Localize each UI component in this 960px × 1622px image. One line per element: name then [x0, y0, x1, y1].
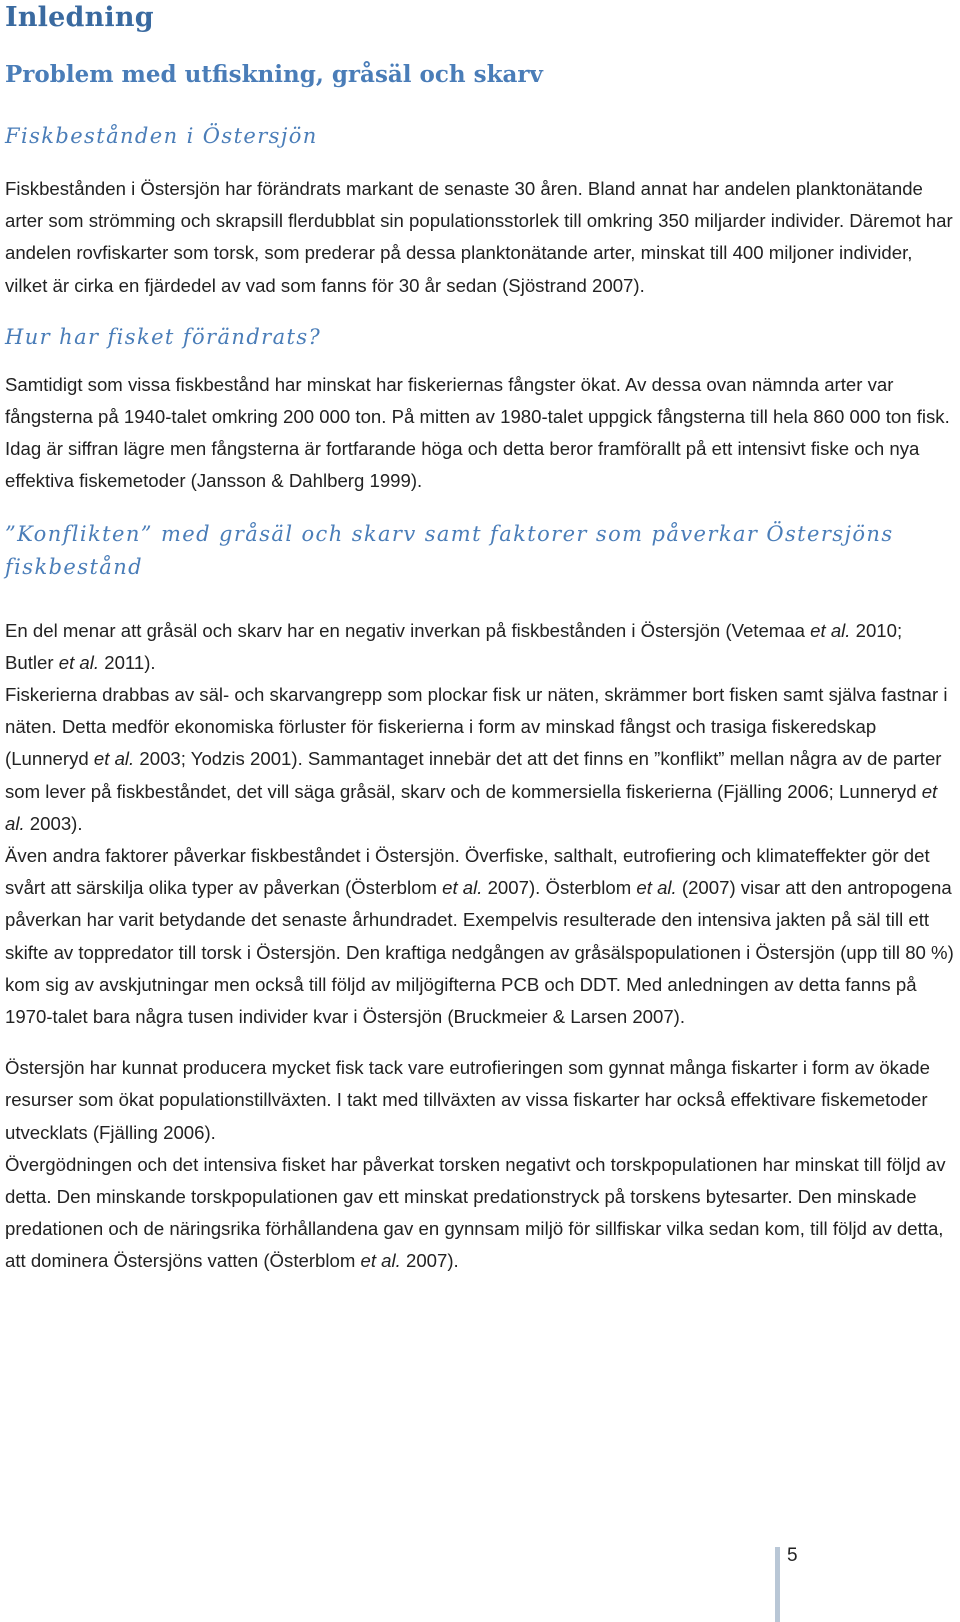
text-run: Även andra faktorer påverkar fiskbeståndet i Östersjön. Överfiske, salthalt, eutrofiering och klimateffekter gör det svårt att särskilja olika typer av påverkan (Österblom: [5, 845, 930, 899]
text-run: 2007). Österblom: [482, 877, 637, 899]
heading-problem: Problem med utfiskning, gråsäl och skarv: [5, 61, 543, 88]
text-run: Övergödningen och det intensiva fisket har påverkat torsken negativt och torskpopulationen har minskat till följd av detta. Den minskande torskpopulationen gav ett minskat predationstryck på torskens bytesarter. Den minskade predationen och de näringsrika förhållandena gav en gynnsam miljö för sillfiskar vilka sedan kom, till följd av detta, att dominera Östersjöns vatten (Österblom: [5, 1153, 946, 1272]
citation-etal: et al.: [810, 619, 851, 641]
paragraph-negativ-inverkan: [5, 615, 955, 679]
text-run: 2003).: [24, 812, 83, 834]
subheading-fiskbestanden: Fiskbestånden i Östersjön: [5, 124, 318, 148]
text-run: (2007) visar att den antropogena påverkan har varit betydande det senaste århundradet. Exempelvis resulterade den intensiva jakten på säl till ett skifte av toppredator till torsk i Östersjön. Den kraftiga nedgången av gråsälspopulationen i Östersjön (upp till 80 %) kom sig av avskjutningar men också till följd av miljögifterna PCB och DDT. Med anledningen av detta fanns på 1970-talet bara några tusen individer kvar i Östersjön (Bruckmeier & Larsen 2007).: [5, 877, 954, 1028]
subheading-fisket-forandrats: Hur har fisket förändrats?: [5, 324, 322, 349]
citation-etal: et al.: [636, 877, 677, 899]
citation-etal: et al.: [93, 748, 135, 770]
paragraph-fiskbestanden-part1: Fiskbestånden i Östersjön har förändrats markant de senaste 30 åren. Bland annat har andelen planktonätande arter som strömming och skrapsill flerdubblat sin populationsstorlek till omkring 350 miljarder individer.: [5, 178, 923, 232]
page-number: 5: [787, 1545, 798, 1566]
document-page: [5, 0, 955, 1278]
citation-etal: et al.: [58, 651, 100, 673]
text-run: 2011).: [99, 651, 156, 673]
paragraph-eutrofiering: Östersjön har kunnat producera mycket fisk tack vare eutrofieringen som gynnat många fiskarter i form av ökade resurser som ökat populationstillväxten. I takt med tillväxten av vissa fiskarter har också effektivare fiskemetoder utvecklats (Fjälling 2006).: [5, 1057, 930, 1143]
text-run: 2003; Yodzis 2001). Sammantaget innebär det att det finns en ”konflikt” mellan några av de parter som lever på fiskbeståndet, det vill säga gråsäl, skarv och de kommersiella fiskerierna (Fjälling 2006; Lunneryd: [5, 748, 942, 802]
paragraph-fiskbestanden-part2: Däremot har andelen rovfiskarter som torsk, som prederar på dessa planktonätande arter, minskat till 400 miljoner individer, vilket är cirka en fjärdedel av vad som fanns för 30 år sedan (Sjöstrand 2007).: [5, 210, 953, 296]
text-run: Fiskerierna drabbas av säl- och skarvangrepp som plockar fisk ur näten, skrämmer bort fisken samt själva fastnar i näten. Detta medför ekonomiska förluster för fiskerierna i form av minskad fångst och trasiga fiskeredskap (Lunneryd: [5, 684, 948, 770]
heading-inledning: Inledning: [5, 2, 154, 33]
subheading-konflikten: ”Konflikten” med gråsäl och skarv samt faktorer som påverkar Östersjöns fiskbestånd: [5, 521, 894, 579]
citation-etal: et al.: [360, 1250, 401, 1272]
paragraph-andra-faktorer: [5, 840, 955, 1033]
paragraph-fisket: Samtidigt som vissa fiskbestånd har minskat har fiskeriernas fångster ökat. Av dessa ovan nämnda arter var fångsterna på 1940-talet omkring 200 000 ton. På mitten av 1980-talet uppgick fångsterna till hela 860 000 ton fisk. Idag är siffran lägre men fångsterna är fortfarande höga och detta beror framförallt på ett intensivt fiske och nya effektiva fiskemetoder (Jansson & Dahlberg 1999).: [5, 373, 950, 492]
paragraph-overgodningen: [5, 1149, 955, 1278]
text-run: 2010; Butler: [5, 619, 903, 673]
text-run: En del menar att gråsäl och skarv har en negativ inverkan på fiskbestånden i Östersjön (Vetemaa: [5, 619, 811, 641]
paragraph-fiskbestanden: [5, 173, 955, 302]
footer-divider-bar: [775, 1547, 780, 1622]
citation-etal: et al.: [442, 877, 483, 899]
citation-etal: et al.: [5, 780, 938, 834]
paragraph-fiskerierna: [5, 679, 955, 840]
text-run: 2007).: [400, 1250, 459, 1272]
